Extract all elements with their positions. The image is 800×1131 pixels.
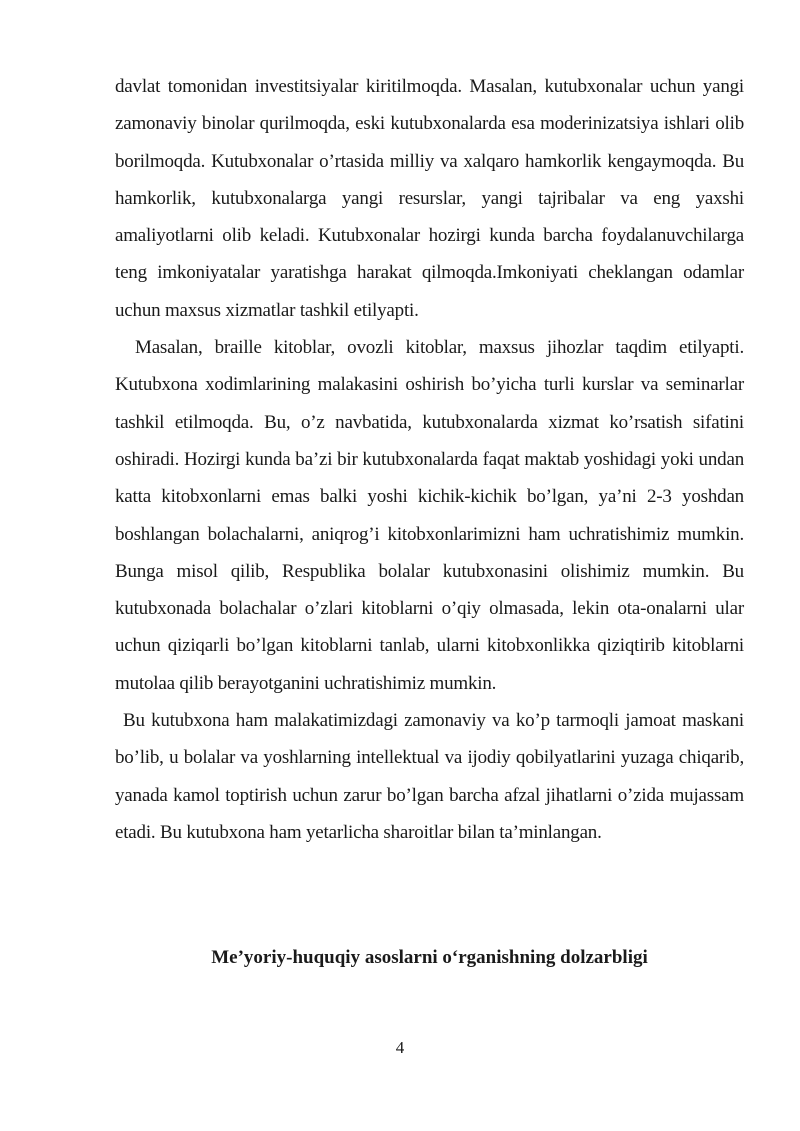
paragraph-1: davlat tomonidan investitsiyalar kiritilmoqda. Masalan, kutubxonalar uchun yangi zamonaviy binolar qurilmoqda, eski kutubxonalarda esa moderinizatsiya ishlari olib borilmoqda. Kutubxonalar o’rtasida milliy va xalqaro hamkorlik kengaymoqda. Bu hamkorlik, kutubxonalarga yangi resurslar, yangi tajribalar va eng yaxshi amaliyotlarni olib keladi. Kutubxonalar hozirgi kunda barcha foydalanuvchilarga teng imkoniyatalar yaratishga harakat qilmoqda.Imkoniyati cheklangan odamlar uchun maxsus xizmatlar tashkil etilyapti. [115,76,744,321]
page-number: 4 [395,1038,405,1057]
paragraph-3: Bu kutubxona ham malakatimizdagi zamonaviy va ko’p tarmoqli jamoat maskani bo’lib, u bolalar va yoshlarning intellektual va ijodiy qobilyatlarini yuzaga chiqarib, yanada kamol toptirish uchun zarur bo’lgan barcha afzal jihatlarni o’zida mujassam etadi. Bu kutubxona ham yetarlicha sharoitlar bilan ta’minlangan. [115,710,744,843]
paragraph-2: Masalan, braille kitoblar, ovozli kitoblar, maxsus jihozlar taqdim etilyapti. Kutubxona xodimlarining malakasini oshirish bo’yicha turli kurslar va seminarlar tashkil etilmoqda. Bu, o’z navbatida, kutubxonalarda xizmat ko’rsatish sifatini oshiradi. Hozirgi kunda ba’zi bir kutubxonalarda faqat maktab yoshidagi yoki undan katta kitobxonlarni emas balki yoshi kichik-kichik bo’lgan, ya’ni 2-3 yoshdan boshlangan bolachalarni, aniqrog’i kitobxonlarimizni ham uchratishimiz mumkin. Bunga misol qilib, Respublika bolalar kutubxonasini olishimiz mumkin. Bu kutubxonada bolachalar o’zlari kitoblarni o’qiy olmasada, lekin ota-onalarni ular uchun qiziqarli bo’lgan kitoblarni tanlab, ularni kitobxonlikka qiziqtirib kitoblarni mutolaa qilib berayotganini uchratishimiz mumkin. [115,337,744,694]
section-heading: Me’yoriy-huquqiy asoslarni o‘rganishning dolzarbligi [211,947,648,968]
body-text [115,68,744,851]
